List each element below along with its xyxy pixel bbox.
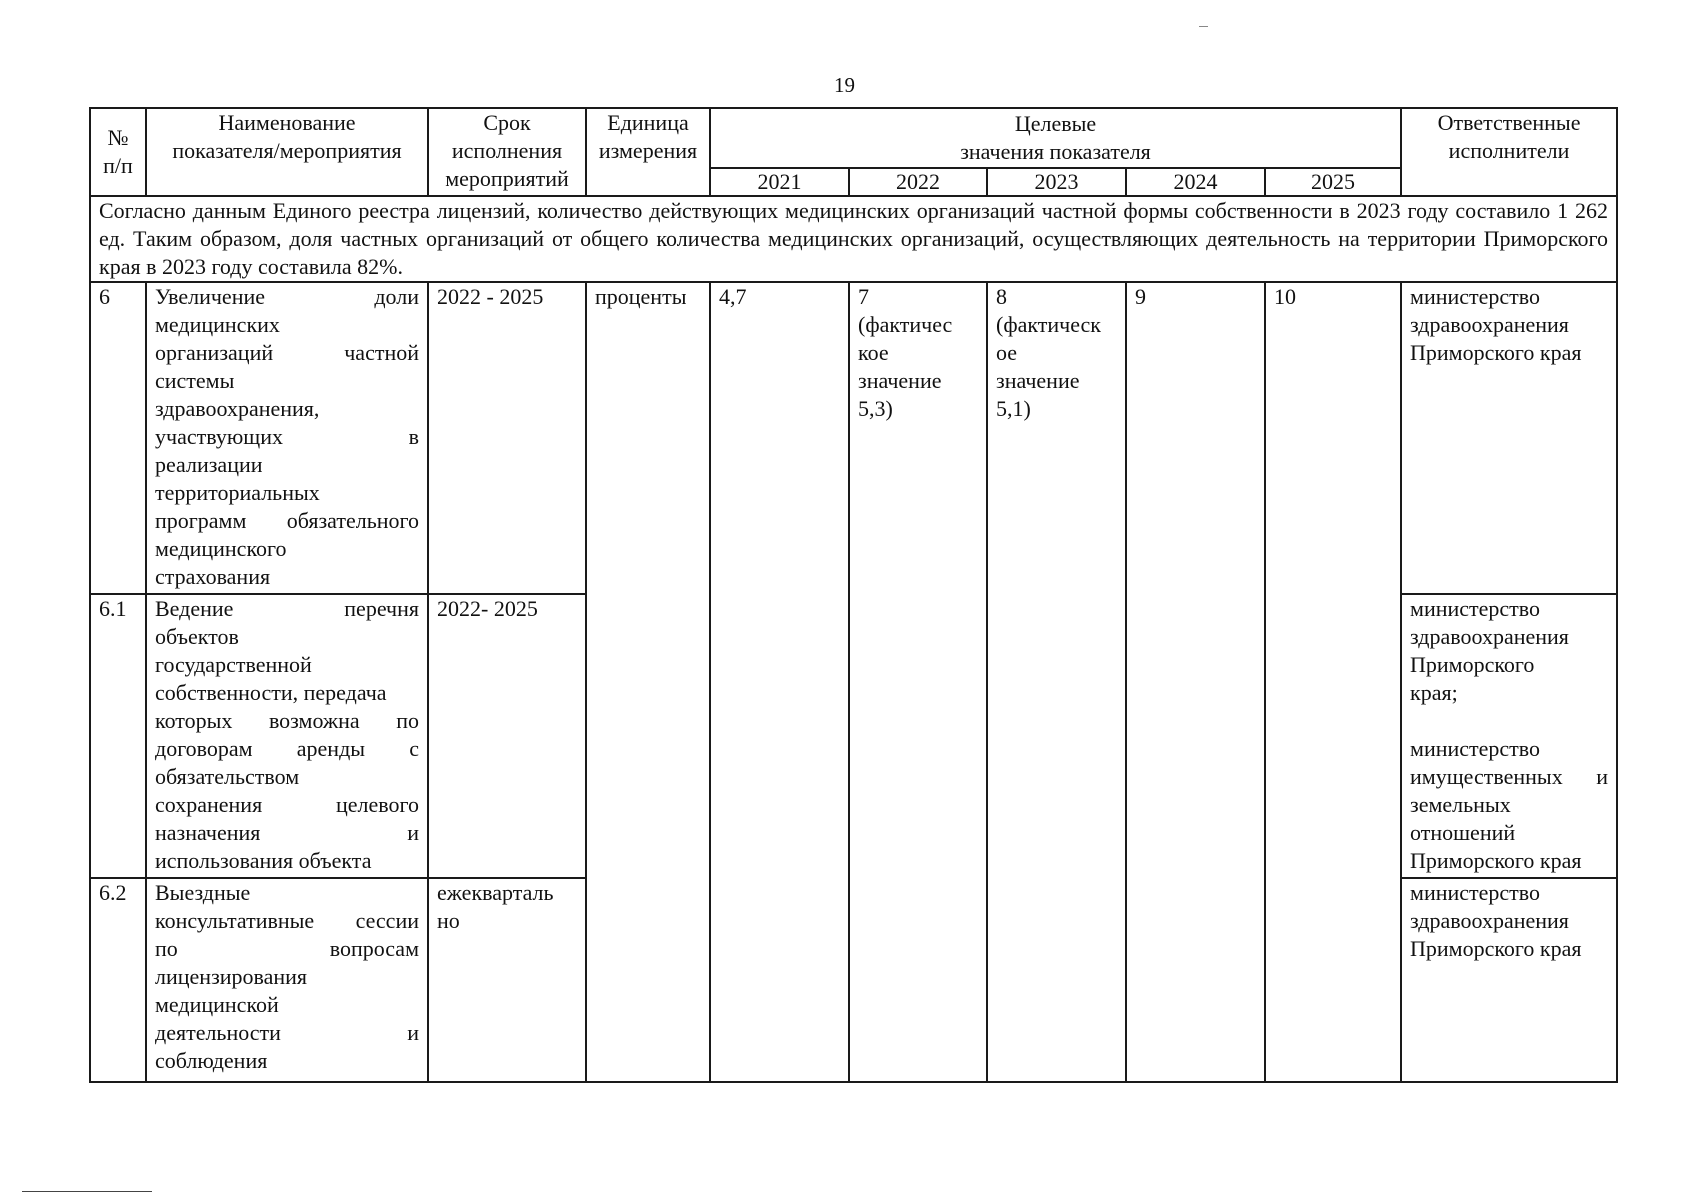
header-year-2021: 2021 <box>710 168 849 196</box>
header-year-2023: 2023 <box>987 168 1126 196</box>
row-number: 6 <box>90 282 146 594</box>
row-number: 6.1 <box>90 594 146 878</box>
value-2025: 10 <box>1265 282 1401 1082</box>
targets-table <box>89 107 1618 1083</box>
footer-rule <box>22 1191 152 1192</box>
header-name: Наименование показателя/мероприятия <box>146 108 428 196</box>
header-num: № п/п <box>90 108 146 196</box>
row-name: Увеличение доли медицинских организаций частной системы здравоохранения, участвующих в реализации территориальных программ обязательного медицинского страхования <box>146 282 428 594</box>
row-unit: проценты <box>586 282 710 1082</box>
header-year-2022: 2022 <box>849 168 987 196</box>
row-deadline: ежекварталь но <box>428 878 586 1082</box>
row-responsible: министерство здравоохранения Приморского края <box>1401 282 1617 594</box>
scan-mark <box>1199 26 1208 27</box>
value-2024: 9 <box>1126 282 1265 1082</box>
note-row <box>90 196 1617 282</box>
registry-note: Согласно данным Единого реестра лицензий, количество действующих медицинских организаций частной формы собственности в 2023 году составило 1 262 ед. Таким образом, доля частных организаций от общего количества медицинских организаций, осуществляющих деятельность на территории Приморского края в 2023 году составила 82%. <box>90 196 1617 282</box>
row-name: Ведение перечня объектов государственной собственности, передача которых возможна по договорам аренды с обязательством сохранения целевого назначения и использования объекта <box>146 594 428 878</box>
header-deadline: Срок исполнения мероприятий <box>428 108 586 196</box>
value-2022: 7 (фактичес кое значение 5,3) <box>849 282 987 1082</box>
row-deadline: 2022 - 2025 <box>428 282 586 594</box>
row-name: Выездные консультативные сессии по вопросам лицензирования медицинской деятельности и соблюдения <box>146 878 428 1082</box>
row-responsible: министерство здравоохранения Приморского края <box>1401 878 1617 1082</box>
row-deadline: 2022- 2025 <box>428 594 586 878</box>
row-number: 6.2 <box>90 878 146 1082</box>
value-2023: 8 (фактическ ое значение 5,1) <box>987 282 1126 1082</box>
table-row <box>90 282 1617 594</box>
header-responsible: Ответственные исполнители <box>1401 108 1617 196</box>
row-responsible: министерство здравоохранения Приморского края; министерство имущественных и земельных отношений Приморского края <box>1401 594 1617 878</box>
header-targets: Целевые значения показателя <box>710 108 1401 168</box>
header-year-2024: 2024 <box>1126 168 1265 196</box>
page-number: 19 <box>834 73 855 97</box>
header-year-2025: 2025 <box>1265 168 1401 196</box>
header-unit: Единица измерения <box>586 108 710 196</box>
value-2021: 4,7 <box>710 282 849 1082</box>
header-row <box>90 108 1617 168</box>
